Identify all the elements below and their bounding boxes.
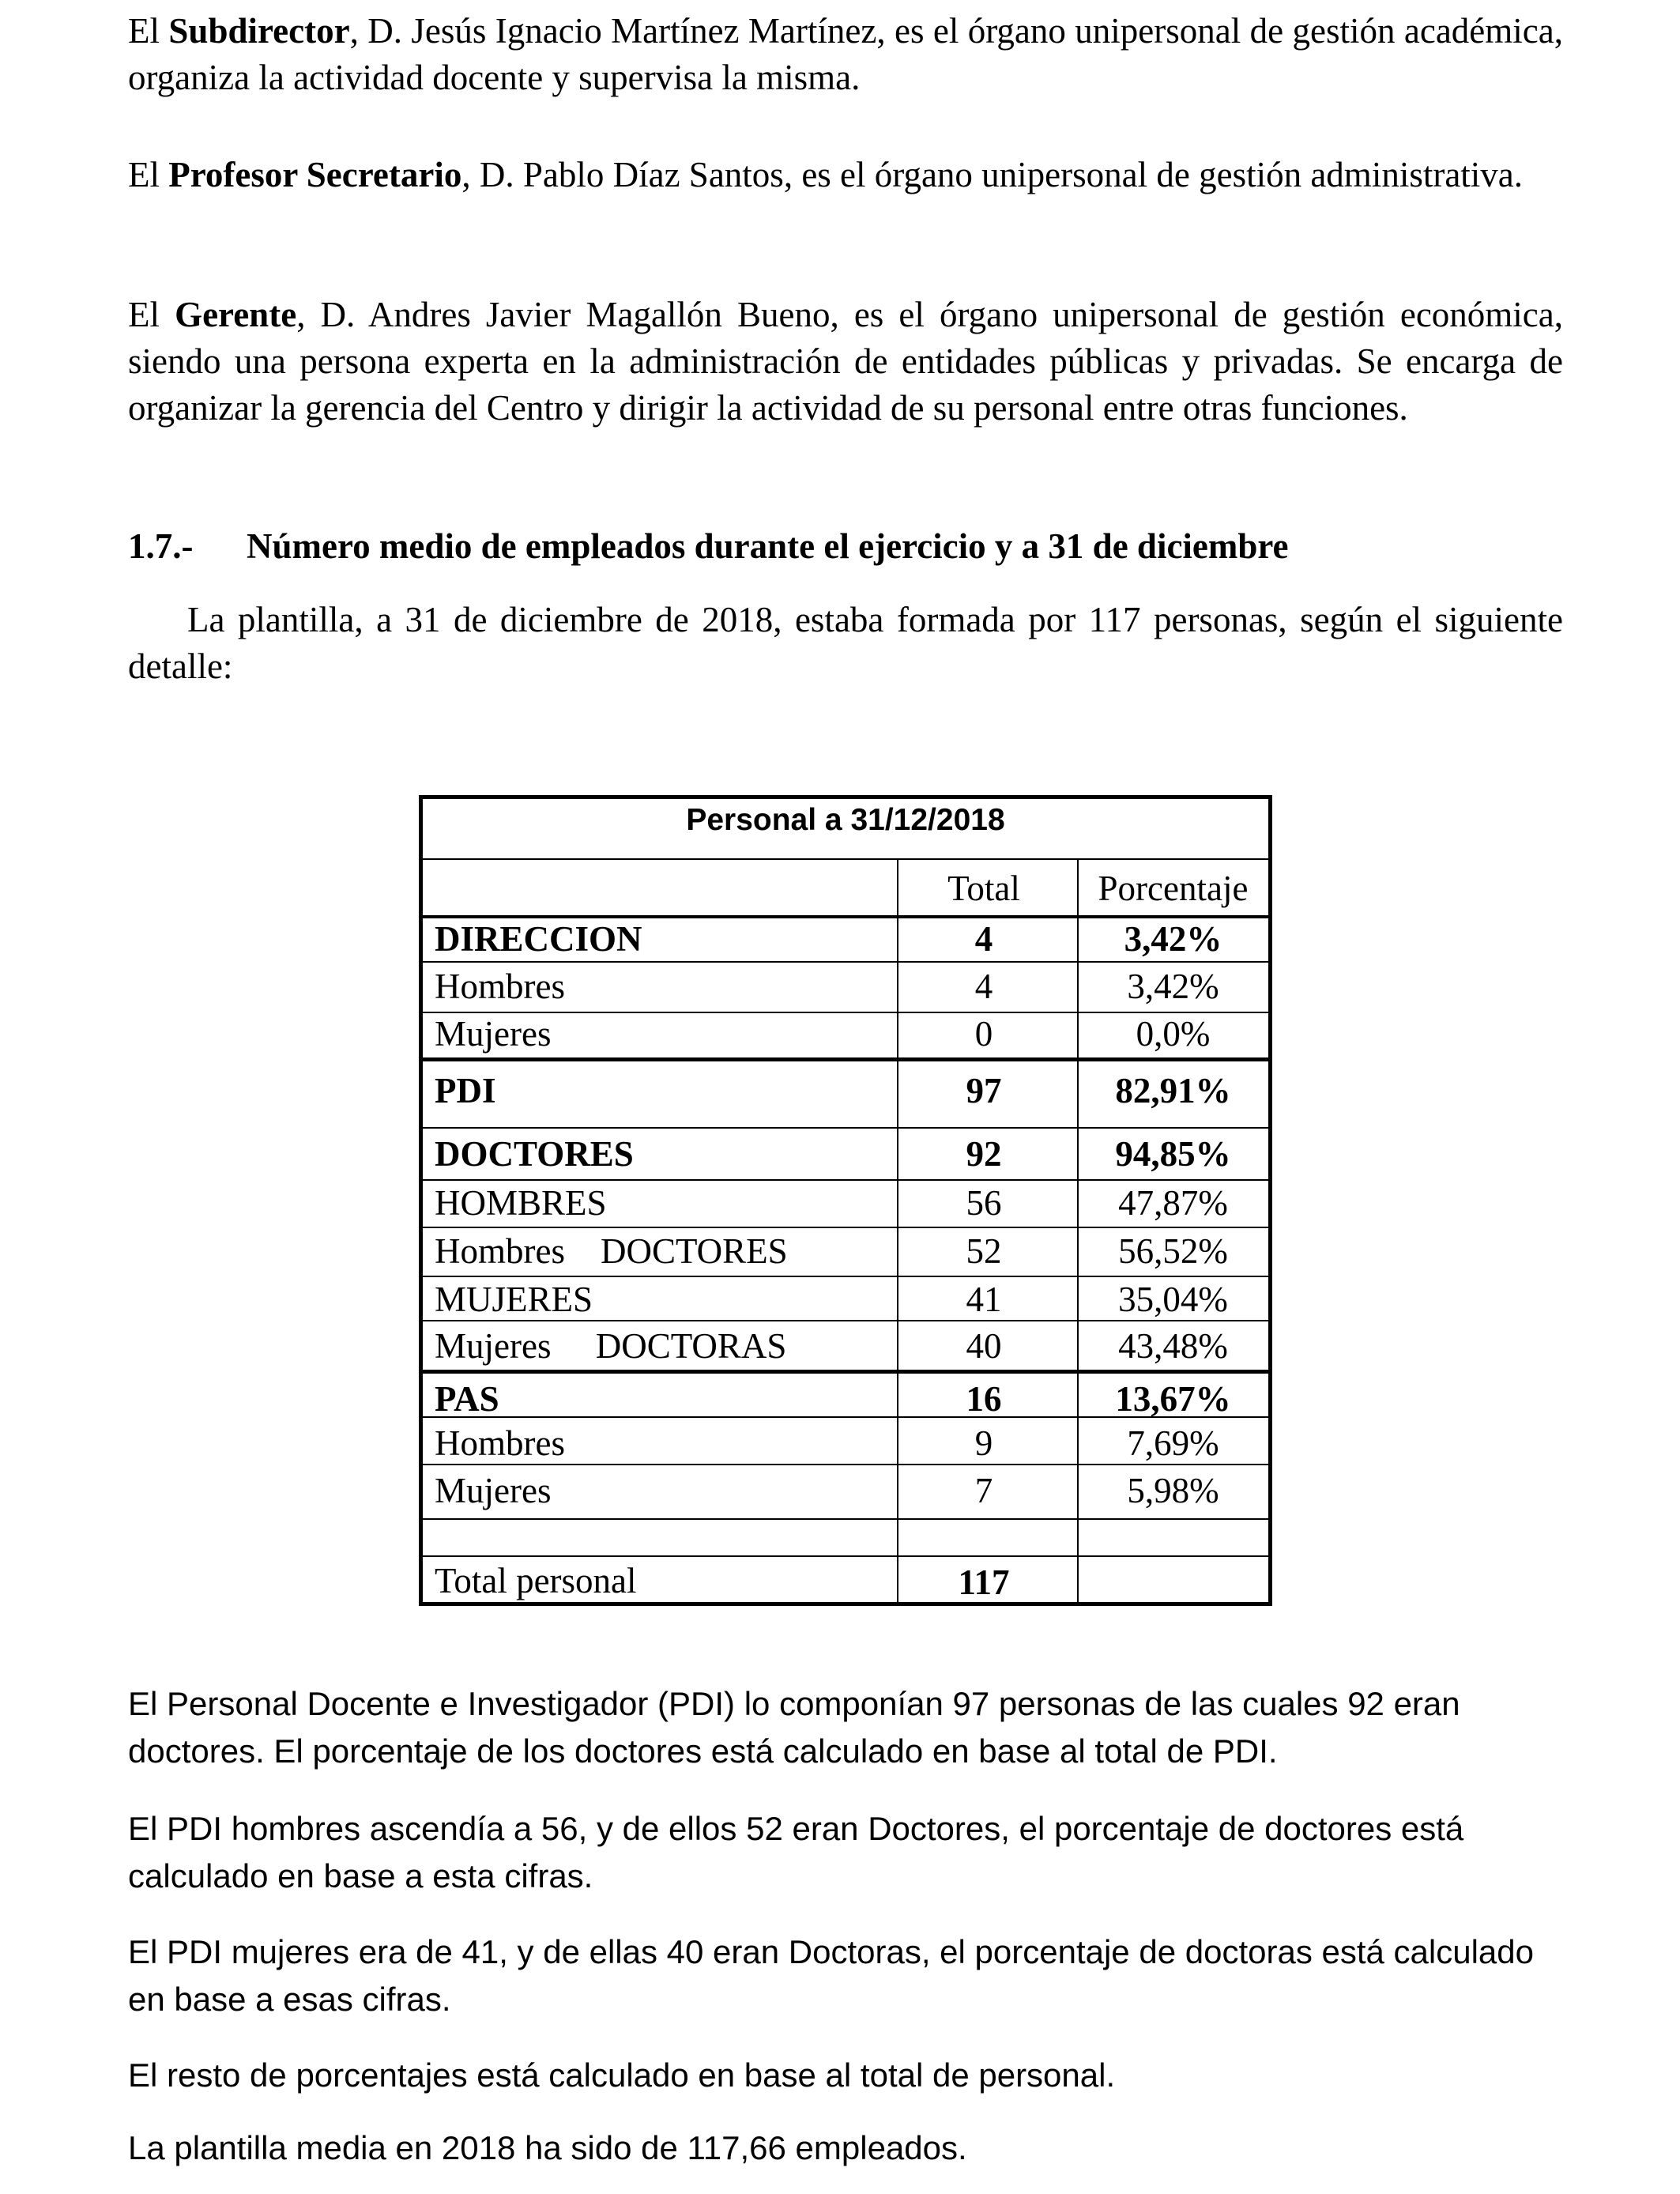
row-label: DOCTORES: [435, 1134, 634, 1174]
note-resto: El resto de porcentajes está calculado en base al total de personal.: [128, 2056, 1116, 2094]
row-pct: 35,04%: [1118, 1280, 1228, 1319]
row-label: HOMBRES: [435, 1183, 607, 1223]
row-total: 56: [966, 1183, 1002, 1223]
row-pct: 43,48%: [1118, 1326, 1228, 1366]
row-label: Hombres: [435, 967, 565, 1006]
row-pct: 5,98%: [1127, 1471, 1219, 1510]
paragraph-gerente: El Gerente, D. Andres Javier Magallón Bueno, es el órgano unipersonal de gestión económica, siendo una persona experta en la administración de entidades públicas y privadas. Se encarga de organizar la gerencia del Centro y dirigir la actividad de su personal entre otras funciones.: [128, 295, 1563, 428]
role-gerente: Gerente: [175, 295, 297, 334]
row-total: 52: [966, 1231, 1002, 1271]
row-total: 40: [966, 1326, 1002, 1366]
role-secretario: Profesor Secretario: [168, 155, 462, 194]
row-total: 92: [966, 1134, 1002, 1174]
header-porcentaje: Porcentaje: [1098, 869, 1249, 908]
row-total: 97: [966, 1071, 1002, 1110]
row-pct: 82,91%: [1115, 1071, 1231, 1110]
row-total: 16: [966, 1379, 1002, 1419]
row-label: PDI: [435, 1071, 496, 1110]
note-pdi-hombres: El PDI hombres ascendía a 56, y de ellos 52 eran Doctores, el porcentaje de doctores está calculado en base a esta cifras.: [128, 1810, 1464, 1894]
total-personal-value: 117: [958, 1563, 1010, 1602]
table-title: Personal a 31/12/2018: [686, 803, 1005, 837]
header-total: Total: [947, 869, 1020, 908]
row-label: PAS: [435, 1379, 499, 1419]
row-total: 4: [974, 967, 993, 1006]
row-total: 9: [974, 1423, 993, 1463]
note-plantilla-media: La plantilla media en 2018 ha sido de 117,66 empleados.: [128, 2129, 967, 2166]
row-pct: 94,85%: [1115, 1134, 1231, 1174]
section-title: Número medio de empleados durante el ejercicio y a 31 de diciembre: [247, 526, 1289, 566]
paragraph-secretario: El Profesor Secretario, D. Pablo Díaz Santos, es el órgano unipersonal de gestión administrativa.: [128, 155, 1524, 194]
row-pct: 3,42%: [1127, 967, 1219, 1006]
section-heading: [128, 523, 1563, 570]
row-pct: 47,87%: [1118, 1183, 1228, 1223]
role-subdirector: Subdirector: [168, 11, 350, 51]
staff-table: [419, 795, 1272, 1606]
row-total: 41: [966, 1280, 1002, 1319]
row-pct: 3,42%: [1124, 919, 1222, 959]
note-pdi: El Personal Docente e Investigador (PDI) lo componían 97 personas de las cuales 92 eran doctores. El porcentaje de los doctores está calculado en base al total de PDI.: [128, 1685, 1460, 1770]
row-label: DIRECCION: [435, 919, 642, 959]
row-pct: 56,52%: [1118, 1231, 1228, 1271]
row-label: Hombres: [435, 1423, 565, 1463]
row-pct: 0,0%: [1136, 1014, 1211, 1054]
section-lead: La plantilla, a 31 de diciembre de 2018, estaba formada por 117 personas, según el siguiente detalle:: [128, 600, 1563, 686]
section-number: 1.7.-: [128, 526, 194, 566]
row-total: 4: [974, 919, 993, 959]
row-label: Mujeres: [435, 1014, 552, 1054]
row-label: MUJERES: [435, 1280, 593, 1319]
row-total: 0: [974, 1014, 993, 1054]
row-pct: 13,67%: [1115, 1379, 1231, 1419]
row-pct: 7,69%: [1127, 1423, 1219, 1463]
note-pdi-mujeres: El PDI mujeres era de 41, y de ellas 40 eran Doctoras, el porcentaje de doctoras está calculado en base a esas cifras.: [128, 1933, 1534, 2018]
paragraph-subdirector: El Subdirector, D. Jesús Ignacio Martínez Martínez, es el órgano unipersonal de gestión académica, organiza la actividad docente y supervisa la misma.: [128, 11, 1563, 97]
row-label: Mujeres DOCTORAS: [435, 1326, 787, 1366]
row-label: Mujeres: [435, 1471, 552, 1510]
row-label: Hombres DOCTORES: [435, 1231, 788, 1271]
row-total: 7: [974, 1471, 993, 1510]
total-personal-label: Total personal: [435, 1561, 637, 1600]
